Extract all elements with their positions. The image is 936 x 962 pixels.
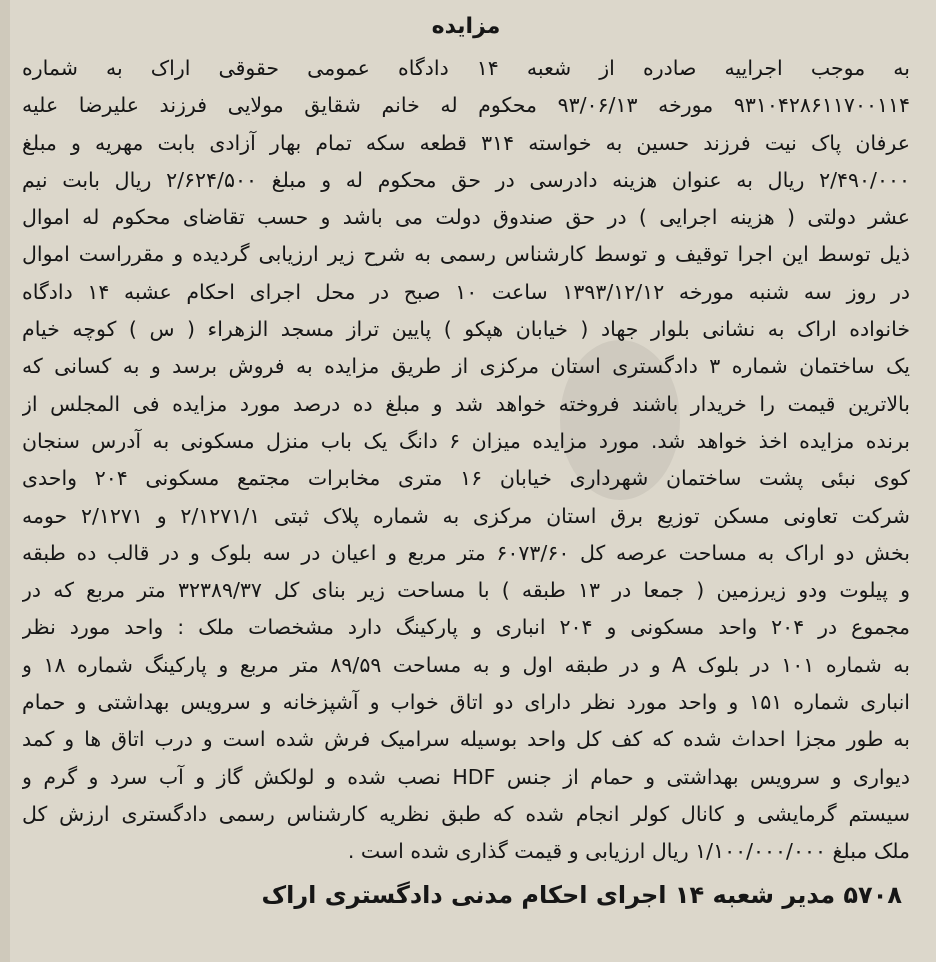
body-line: دیواری و سرویس بهداشتی و حمام از جنس HDF نصب شده و لولکش گاز و آب سرد و گرم و — [22, 764, 910, 789]
watermark-stamp — [560, 340, 680, 500]
body-line: ۲/۴۹۰/۰۰۰ ریال به عنوان هزینه دادرسی در حق محکوم له و مبلغ ۲/۶۲۴/۵۰۰ ریال بابت نیم — [22, 167, 910, 192]
notice-title: مزایده — [431, 14, 501, 39]
body-line: به طور مجزا احداث شده که کف کل واحد بوسیله سرامیک فرش شده است و درب اتاق ها و کمد — [22, 727, 910, 752]
body-line: خانواده اراک به نشانی بلوار جهاد ( خیابان هپکو ) پایین تراز مسجد الزهراء ( س ) کوچه خیام — [22, 317, 910, 342]
body-line: ملک مبلغ ۱/۱۰۰/۰۰۰/۰۰۰ ریال ارزیابی و قیمت گذاری شده است . — [347, 839, 910, 864]
body-line: عرفان پاک نیت فرزند حسین به خواسته ۳۱۴ قطعه سکه تمام بهار آزادی بابت مهریه و مبلغ — [22, 130, 910, 155]
body-line: و پیلوت ودو زیرزمین ( جمعا در ۱۳ طبقه ) با مساحت زیر بنای کل ۳۲۳۸۹/۳۷ متر مربع که در — [22, 578, 910, 603]
notice-signature: ۵۷۰۸ مدیر شعبه ۱۴ اجرای احکام مدنی دادگستری اراک — [261, 880, 902, 909]
body-line: بخش دو اراک به مساحت عرصه کل ۶۰۷۳/۶۰ متر مربع و اعیان در سه بلوک و در قالب ده طبقه — [22, 540, 910, 565]
body-line: به شماره ۱۰۱ در بلوک A و در طبقه اول و به مساحت ۸۹/۵۹ متر مربع و پارکینگ شماره ۱۸ و — [22, 652, 910, 677]
body-line: سیستم گرمایشی و کانال کولر انجام شده که طبق نظریه کارشناس رسمی دادگستری ارزش کل — [22, 801, 910, 826]
body-line: به موجب اجراییه صادره از شعبه ۱۴ دادگاه عمومی حقوقی اراک به شماره — [22, 56, 910, 80]
page-edge — [0, 0, 10, 962]
body-line: ذیل توسط این اجرا توقیف و توسط کارشناس رسمی به شرح زیر ارزیابی گردیده و مقرراست اموال — [22, 242, 910, 267]
body-line: مجموع در ۲۰۴ واحد مسکونی و ۲۰۴ انباری و پارکینگ دارد مشخصات ملک : واحد مورد نظر — [22, 615, 910, 640]
body-line: شرکت تعاونی مسکن توزیع برق استان مرکزی به شماره پلاک ثبتی ۲/۱۲۷۱/۱ و ۲/۱۲۷۱ حومه — [22, 503, 910, 528]
notice-body — [22, 50, 910, 871]
body-line: ۹۳۱۰۴۲۸۶۱۱۷۰۰۱۱۴ مورخه ۹۳/۰۶/۱۳ محکوم له خانم شقایق مولایی فرزند علیرضا علیه — [22, 93, 910, 118]
body-line: در روز سه شنبه مورخه ۱۳۹۳/۱۲/۱۲ ساعت ۱۰ صبح در محل اجرای احکام عشبه ۱۴ دادگاه — [22, 279, 910, 304]
body-line: بالاترین قیمت را خریدار باشند فروخته خواهد شد و مبلغ ده درصد مورد مزایده فی المجلس از — [22, 391, 910, 416]
body-line: انباری شماره ۱۵۱ و واحد مورد نظر دارای دو اتاق خواب و آشپزخانه و سرویس بهداشتی و حمام — [22, 690, 910, 715]
body-line: کوی نبئی پشت ساختمان شهرداری خیابان ۱۶ متری مخابرات مجتمع مسکونی ۲۰۴ واحدی — [22, 466, 910, 491]
body-line: برنده مزایده اخذ خواهد شد. مورد مزایده میزان ۶ دانگ یک باب منزل مسکونی به آدرس سنجان — [22, 428, 910, 453]
body-line: عشر دولتی ( هزینه اجرایی ) در حق صندوق دولت می باشد و حسب تقاضای محکوم له اموال — [22, 205, 910, 230]
body-line: یک ساختمان شماره ۳ دادگستری استان مرکزی از طریق مزایده به فروش برسد و به کسانی که — [22, 354, 910, 379]
